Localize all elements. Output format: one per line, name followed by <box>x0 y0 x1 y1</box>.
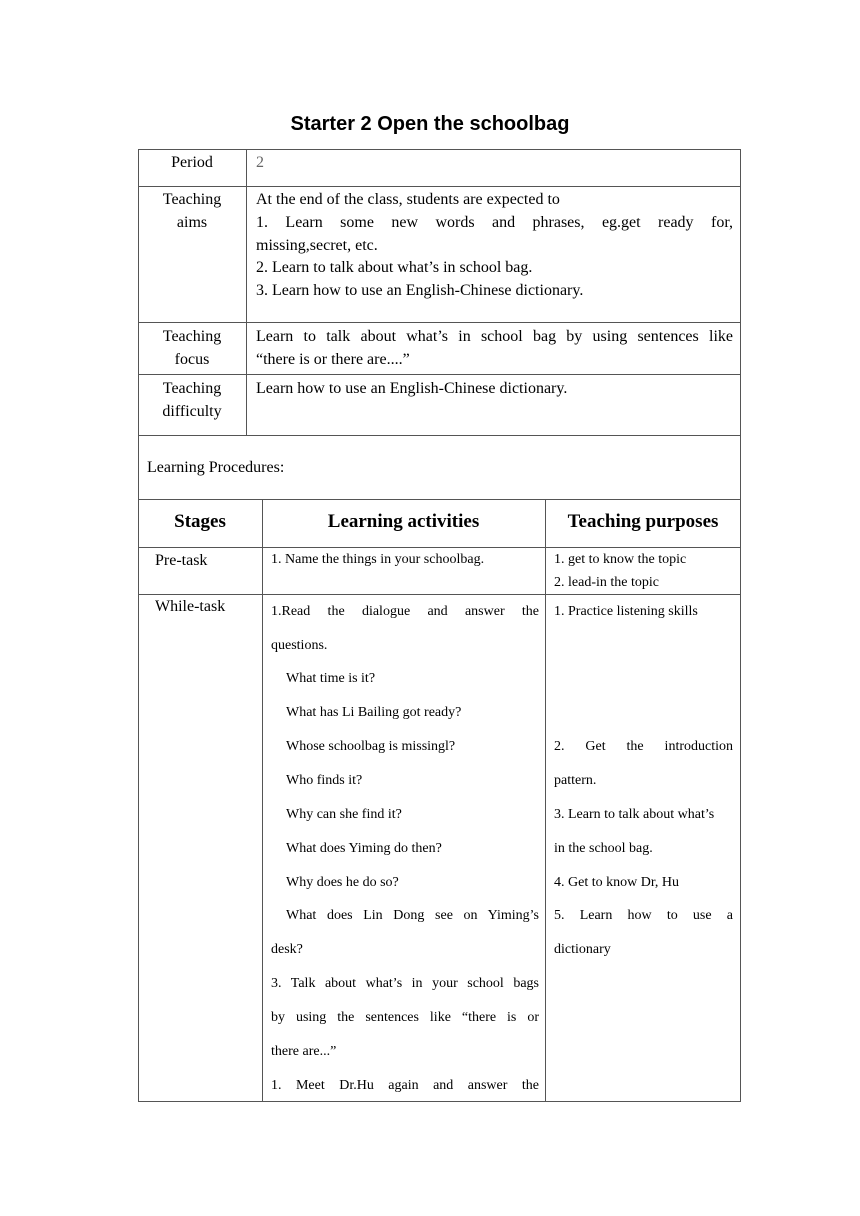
aims-item-1-cont: missing,secret, etc. <box>256 237 378 254</box>
row-divider <box>138 594 741 595</box>
focus-label-2: focus <box>174 351 210 368</box>
period-label: Period <box>171 154 213 171</box>
while-activity-line: 1. Meet Dr.Hu again and answer the <box>271 1078 539 1093</box>
pre-task-activity: 1. Name the things in your schoolbag. <box>271 552 485 567</box>
focus-label-1: Teaching <box>162 328 222 345</box>
while-activity-line: questions. <box>271 638 328 653</box>
while-activity-question: Who finds it? <box>286 773 363 788</box>
period-value: 2 <box>256 154 264 171</box>
aims-intro: At the end of the class, students are expected to <box>256 191 560 208</box>
difficulty-label-2: difficulty <box>162 403 222 420</box>
aims-label-2: aims <box>176 214 208 231</box>
while-activity-question: What has Li Bailing got ready? <box>286 705 462 720</box>
while-purpose-line: 3. Learn to talk about what’s <box>554 807 715 822</box>
while-purpose-line: 1. Practice listening skills <box>554 604 698 619</box>
pre-task-purpose-1: 1. get to know the topic <box>554 552 687 567</box>
row-divider <box>138 322 741 323</box>
while-purpose-line: 4. Get to know Dr, Hu <box>554 875 680 890</box>
while-purpose-line: pattern. <box>554 773 597 788</box>
page-title: Starter 2 Open the schoolbag <box>290 113 570 135</box>
procedures-label: Learning Procedures: <box>147 459 285 476</box>
header-learning-activities: Learning activities <box>327 511 480 532</box>
stage-pre-task: Pre-task <box>155 552 208 569</box>
while-activity-question: Why can she find it? <box>286 807 402 822</box>
stage-while-task: While-task <box>155 598 226 615</box>
while-activity-question: Whose schoolbag is missingl? <box>286 739 456 754</box>
row-divider <box>138 374 741 375</box>
while-activity-line: there are...” <box>271 1044 337 1059</box>
while-activity-question: Why does he do so? <box>286 875 399 890</box>
difficulty-label-1: Teaching <box>162 380 222 397</box>
aims-label-1: Teaching <box>162 191 222 208</box>
aims-item-2: 2. Learn to talk about what’s in school bag. <box>256 259 533 276</box>
while-activity-question: What time is it? <box>286 671 376 686</box>
while-activity-line: desk? <box>271 942 303 957</box>
column-divider <box>545 499 546 1102</box>
column-divider <box>262 499 263 1102</box>
row-divider <box>138 186 741 187</box>
while-activity-line: 3. Talk about what’s in your school bags <box>271 976 539 991</box>
difficulty-text: Learn how to use an English-Chinese dictionary. <box>256 380 568 397</box>
while-activity-question: What does Lin Dong see on Yiming’s <box>286 908 539 923</box>
while-activity-question: What does Yiming do then? <box>286 841 442 856</box>
row-divider <box>138 547 741 548</box>
focus-text-1: Learn to talk about what’s in school bag by using sentences like <box>256 328 733 345</box>
aims-item-1: 1. Learn some new words and phrases, eg.get ready for, <box>256 214 733 231</box>
while-activity-line: by using the sentences like “there is or <box>271 1010 539 1025</box>
while-purpose-line: 5. Learn how to use a <box>554 908 733 923</box>
focus-text-2: “there is or there are....” <box>256 351 410 368</box>
while-activity-line: 1.Read the dialogue and answer the <box>271 604 539 619</box>
pre-task-purpose-2: 2. lead-in the topic <box>554 575 659 590</box>
aims-item-3: 3. Learn how to use an English-Chinese dictionary. <box>256 282 584 299</box>
while-purpose-line: dictionary <box>554 942 611 957</box>
header-teaching-purposes: Teaching purposes <box>567 511 719 532</box>
while-purpose-line: in the school bag. <box>554 841 653 856</box>
header-stages: Stages <box>174 511 226 532</box>
info-table-divider <box>246 149 247 436</box>
while-purpose-line: 2. Get the introduction <box>554 739 733 754</box>
